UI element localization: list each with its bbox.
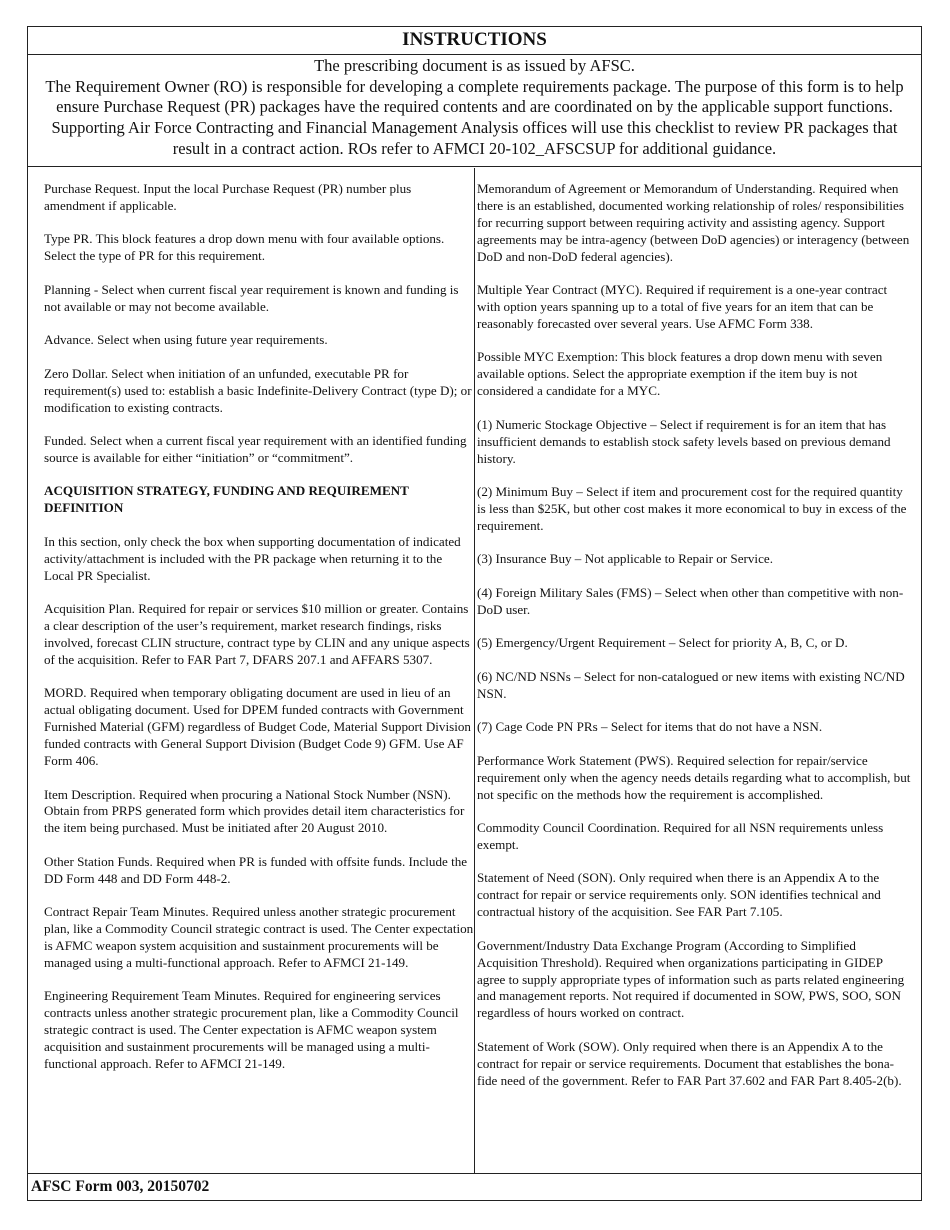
- exemption-3-paragraph: (3) Insurance Buy – Not applicable to Repair or Service.: [477, 551, 773, 567]
- form-footer: AFSC Form 003, 20150702: [28, 1173, 921, 1200]
- son-paragraph: Statement of Need (SON). Only required when there is an Appendix A to the contract for repair or service requirements only. SON identifies technical and contractual history of the acquisition. See FAR Part 7.105.: [477, 870, 881, 920]
- intro-paragraph: The Requirement Owner (RO) is responsible for developing a complete requirements package. The purpose of this form is to help ensure Purchase Request (PR) packages have the required contents and are coordinated on by the applicable support functions. Supporting Air Force Contracting and Financial Management Analysis offices will use this checklist to review PR packages that result in a contract action. ROs refer to AFMCI 20-102_AFSCSUP for additional guidance.: [45, 76, 904, 158]
- intro-block: [28, 55, 921, 167]
- instruction-columns: [28, 168, 921, 1173]
- gidep-paragraph: Government/Industry Data Exchange Program (According to Simplified Acquisition Threshold). Required when organizations participating in GIDEP agree to supply appropriate types of information such as parts related engineering and management reports. Not required if documented in SOW, PWS, SOO, SON regardless of hours worked on contract.: [477, 937, 905, 1021]
- other-station-funds-paragraph: Other Station Funds. Required when PR is funded with offsite funds. Include the DD Form 448 and DD Form 448-2.: [44, 853, 468, 886]
- engineering-team-paragraph: Engineering Requirement Team Minutes. Required for engineering services contracts unless another strategic procurement plan, like a Commodity Council strategic contract is used. The Center expectation is AFMC weapon system acquisition and sustainment procurements will be managed using a multi-functional approach. Refer to AFMCI 21-149.: [44, 988, 459, 1072]
- contract-repair-team-paragraph: Contract Repair Team Minutes. Required unless another strategic procurement plan, like a Commodity Council strategic contract is used. The Center expectation is AFMC weapon system acquisition and sustainment procurements will be managed using a multi-functional approach. Refer to AFMCI 21-149.: [44, 904, 474, 970]
- section-note-paragraph: In this section, only check the box when supporting documentation of indicated activity/attachment is included with the PR package when returning it to the Local PR Specialist.: [44, 533, 461, 583]
- acquisition-strategy-heading: ACQUISITION STRATEGY, FUNDING AND REQUIREMENT DEFINITION: [44, 483, 409, 516]
- myc-paragraph: Multiple Year Contract (MYC). Required if requirement is a one-year contract with option years spanning up to a total of five years for an item that can be reasonably forecasted over several years. Use AFMC Form 338.: [477, 282, 888, 331]
- instructions-form: [27, 26, 922, 1201]
- exemption-2-paragraph: (2) Minimum Buy – Select if item and procurement cost for the required quantity is less than $25K, but other cost makes it more economical to buy in excess of the requirement.: [477, 484, 907, 533]
- sow-paragraph: Statement of Work (SOW). Only required when there is an Appendix A to the contract for repair or service requirements. Document that establishes the bona-fide need of the government. Refer to FAR Part 37.602 and FAR Part 8.405-2(b).: [477, 1038, 902, 1088]
- mord-paragraph: MORD. Required when temporary obligating document are used in lieu of an actual obligating document. Used for DPEM funded contracts with Government Furnished Material (GFM) regardless of Budget Code, Material Support Division funded contracts with General Support Division (Budget Code 9) GFM. Use AF Form 406.: [44, 685, 471, 768]
- pws-paragraph: Performance Work Statement (PWS). Required selection for repair/service requirement only when the agency needs details regarding what to accomplish, but not specific on the methods how the requirement is accomplished.: [477, 752, 911, 802]
- moa-mou-paragraph: Memorandum of Agreement or Memorandum of Understanding. Required when there is an established, documented working relationship of roles/ responsibilities for recurring support between requiring activity and assisting agency. Support agreements may be intra-agency (between DoD agencies) or interagency (between DoD and non-DoD federal agencies).: [477, 181, 910, 264]
- zero-dollar-paragraph: Zero Dollar. Select when initiation of an unfunded, executable PR for requirement(s) used to: establish a basic Indefinite-Delivery Contract (type D); or modification to existing contracts.: [44, 365, 472, 415]
- prescribing-line: The prescribing document is as issued by AFSC.: [314, 56, 635, 75]
- exemption-1-paragraph: (1) Numeric Stockage Objective – Select if requirement is for an item that has insufficient demands to establish stock safety levels based on previous demand history.: [477, 416, 891, 466]
- planning-paragraph: Planning - Select when current fiscal year requirement is known and funding is not available or may not become available.: [44, 281, 459, 314]
- form-title: INSTRUCTIONS: [28, 27, 921, 55]
- commodity-council-paragraph: Commodity Council Coordination. Required for all NSN requirements unless exempt.: [477, 820, 884, 852]
- funded-paragraph: Funded. Select when a current fiscal year requirement with an identified funding source is available for either “initiation” or “commitment”.: [44, 433, 467, 465]
- left-column: [28, 168, 475, 1173]
- exemption-4-paragraph: (4) Foreign Military Sales (FMS) – Select when other than competitive with non-DoD user.: [477, 584, 904, 617]
- myc-exemption-paragraph: Possible MYC Exemption: This block features a drop down menu with seven available options. Select the appropriate exemption if the item buy is not considered a candidate for a MYC.: [477, 349, 883, 399]
- right-column: [475, 168, 921, 1173]
- item-description-paragraph: Item Description. Required when procuring a National Stock Number (NSN). Obtain from PRPS generated form which provides detail item characteristics for the item being purchased. Must be initiated after 20 August 2010.: [44, 786, 465, 836]
- exemption-5-paragraph: (5) Emergency/Urgent Requirement – Select for priority A, B, C, or D.: [477, 635, 848, 651]
- acquisition-plan-paragraph: Acquisition Plan. Required for repair or services $10 million or greater. Contains a clear description of the user’s requirement, market research findings, risks involved, forecast CLIN structure, contract type by CLIN and any unique aspects of the acquisition. Refer to FAR Part 7, DFARS 207.1 and AFFARS 5307.: [44, 601, 470, 667]
- purchase-request-paragraph: Purchase Request. Input the local Purchase Request (PR) number plus amendment if applicable.: [44, 181, 412, 213]
- advance-paragraph: Advance. Select when using future year requirements.: [44, 332, 328, 348]
- type-pr-paragraph: Type PR. This block features a drop down menu with four available options. Select the type of PR for this requirement.: [44, 231, 445, 264]
- exemption-6-paragraph: (6) NC/ND NSNs – Select for non-catalogued or new items with existing NC/ND NSN.: [477, 668, 905, 701]
- exemption-7-paragraph: (7) Cage Code PN PRs – Select for items that do not have a NSN.: [477, 719, 823, 735]
